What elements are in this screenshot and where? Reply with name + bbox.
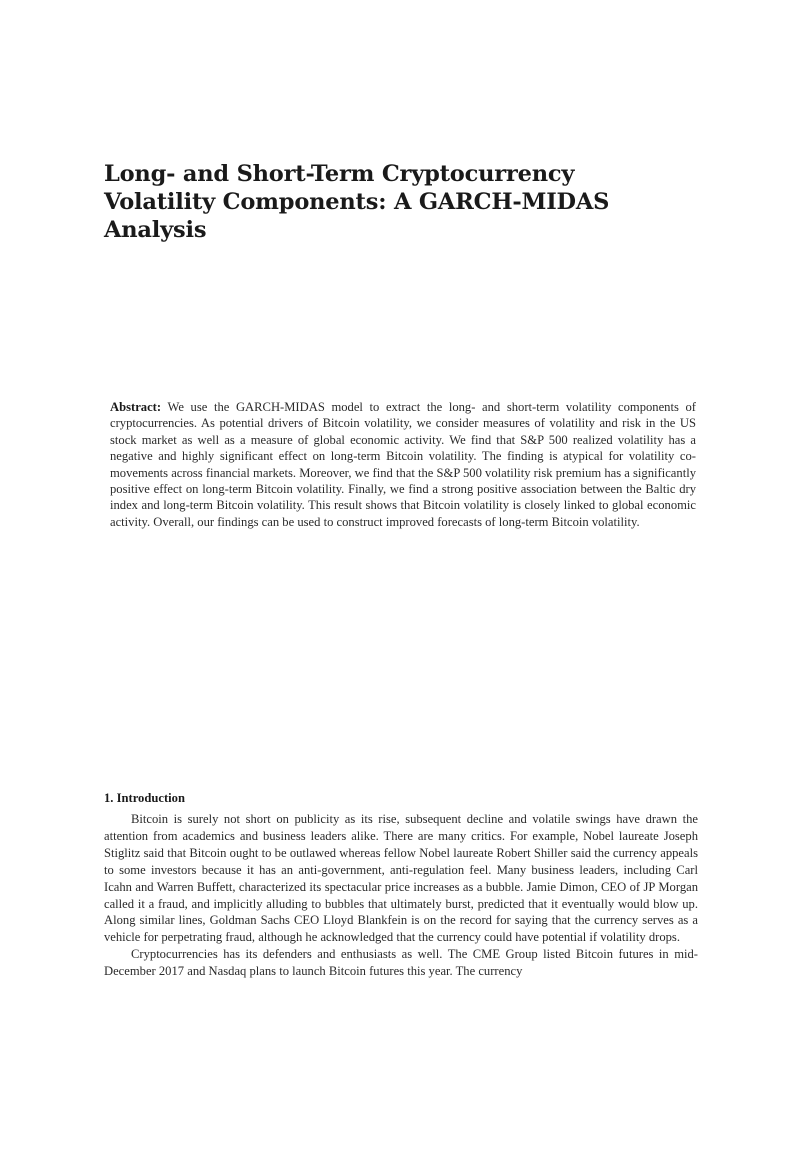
abstract-text: We use the GARCH-MIDAS model to extract the long- and short-term volatility components of cryptocurrencies. As potential drivers of Bitcoin volatility, we consider measures of volatility and risk in the US stock market as well as a measure of global economic activity. We find that S&P 500 realized volatility has a negative and highly significant effect on long-term Bitcoin volatility. The finding is atypical for volatility co-movements across financial markets. Moreover, we find that the S&P 500 volatility risk premium has a significantly positive effect on long-term Bitcoin volatility. Finally, we find a strong positive association between the Baltic dry index and long-term Bitcoin volatility. This result shows that Bitcoin volatility is closely linked to global economic activity. Overall, our findings can be used to construct improved forecasts of long-term Bitcoin volatility. [110,400,696,529]
abstract [110,399,696,530]
section-heading: 1. Introduction [104,791,185,805]
paper-title: Long- and Short-Term Cryptocurrency Volatility Components: A GARCH-MIDAS Analysis [104,161,610,243]
introduction-paragraph-1: Bitcoin is surely not short on publicity as its rise, subsequent decline and volatile swings have drawn the attention from academics and business leaders alike. There are many critics. For example, Nobel laureate Joseph Stiglitz said that Bitcoin ought to be outlawed whereas fellow Nobel laureate Robert Shiller said the currency appeals to some investors because it has an anti-government, anti-regulation feel. Many business leaders, including Carl Icahn and Warren Buffett, characterized its spectacular price increases as a bubble. Jamie Dimon, CEO of JP Morgan called it a fraud, and implicitly alluding to bubbles that ultimately burst, predicted that it eventually would blow up. Along similar lines, Goldman Sachs CEO Lloyd Blankfein is on the record for saying that the currency serves as a vehicle for perpetrating fraud, although he acknowledged that the currency could have potential if volatility drops. [104,812,698,945]
introduction-paragraph-2: Cryptocurrencies has its defenders and enthusiasts as well. The CME Group listed Bitcoin futures in mid-December 2017 and Nasdaq plans to launch Bitcoin futures this year. The currency [104,947,698,979]
abstract-label: Abstract: [110,400,162,414]
introduction-section [104,790,698,980]
